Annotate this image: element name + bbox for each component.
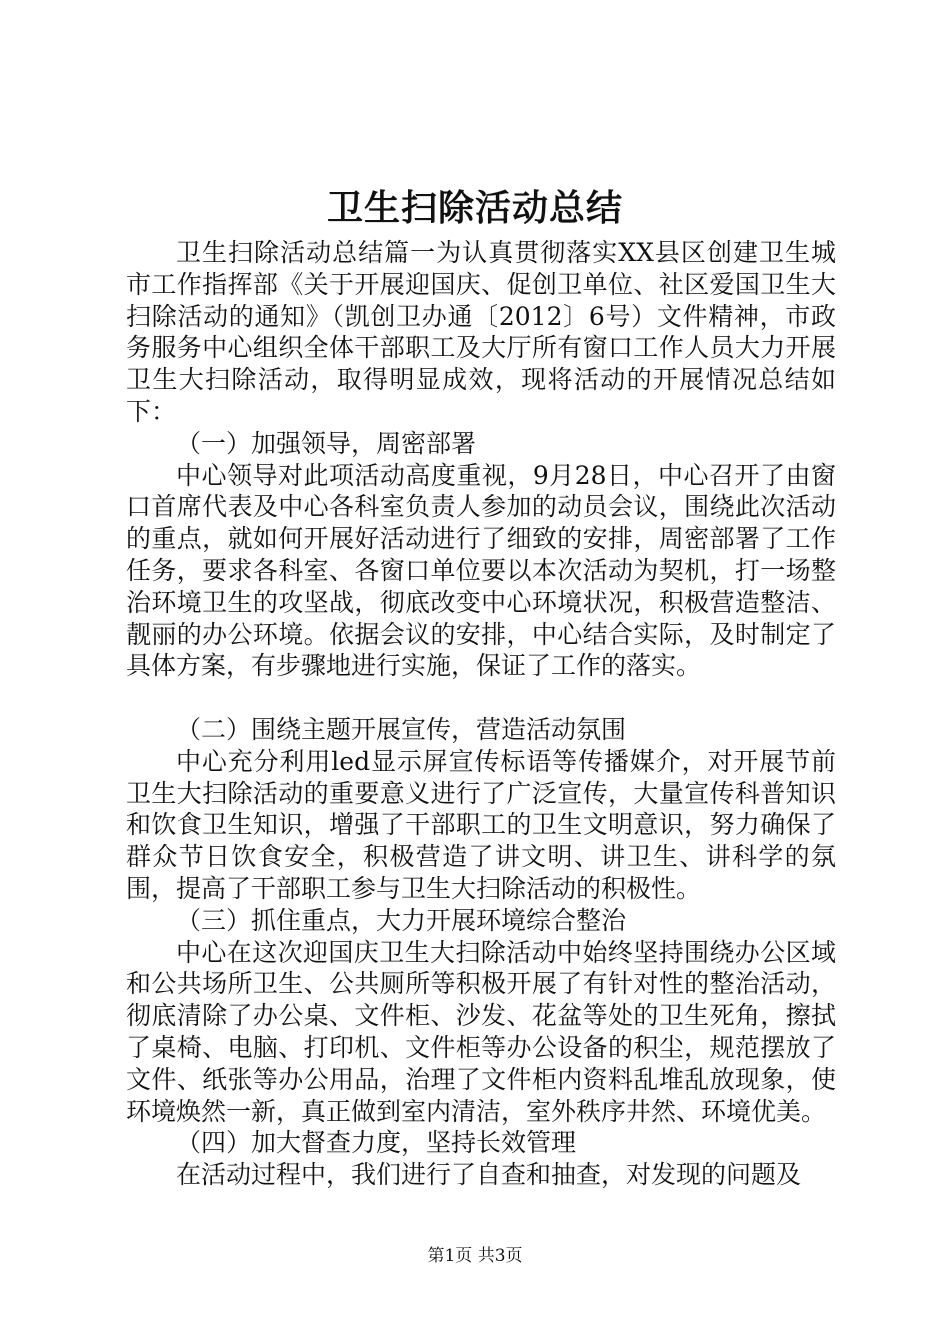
section-paragraph-4: 在活动过程中，我们进行了自查和抽查，对发现的问题及 — [176, 1160, 802, 1190]
section-heading-2: （二）围绕主题开展宣传，营造活动氛围 — [176, 714, 627, 744]
section-heading-3: （三）抓住重点，大力开展环境综合整治 — [176, 905, 627, 935]
document-title: 卫生扫除活动总结 — [326, 187, 623, 229]
paragraph-spacer — [126, 682, 836, 714]
document-body — [126, 237, 836, 1191]
section-heading-4: （四）加大督查力度，坚持长效管理 — [176, 1128, 577, 1158]
page-number-footer: 第1页 共3页 — [427, 1246, 523, 1266]
section-paragraph-2: 中心充分利用led显示屏宣传标语等传播媒介，对开展节前卫生大扫除活动的重要意义进行了广泛宣传，大量宣传科普知识和饮食卫生知识，增强了干部职工的卫生文明意识，努力确保了群众节日饮食安全，积极营造了讲文明、讲卫生、讲科学的氛围，提高了干部职工参与卫生大扫除活动的积极性。 — [126, 746, 836, 903]
section-heading-1: （一）加强领导，周密部署 — [176, 428, 477, 458]
section-paragraph-1: 中心领导对此项活动高度重视，9月28日，中心召开了由窗口首席代表及中心各科室负责人参加的动员会议，围绕此次活动的重点，就如何开展好活动进行了细致的安排，周密部署了工作任务，要求各科室、各窗口单位要以本次活动为契机，打一场整治环境卫生的攻坚战，彻底改变中心环境状况，积极营造整洁、靓丽的办公环境。依据会议的安排，中心结合实际，及时制定了具体方案，有步骤地进行实施，保证了工作的落实。 — [126, 460, 836, 681]
intro-paragraph: 卫生扫除活动总结篇一为认真贯彻落实XX县区创建卫生城市工作指挥部《关于开展迎国庆、促创卫单位、社区爱国卫生大扫除活动的通知》（凯创卫办通〔2012〕6号）文件精神，市政务服务中心组织全体干部职工及大厅所有窗口工作人员大力开展卫生大扫除活动，取得明显成效，现将活动的开展情况总结如下： — [126, 238, 836, 426]
section-paragraph-3: 中心在这次迎国庆卫生大扫除活动中始终坚持围绕办公区域和公共场所卫生、公共厕所等积极开展了有针对性的整治活动，彻底清除了办公桌、文件柜、沙发、花盆等处的卫生死角，擦拭了桌椅、电脑、打印机、文件柜等办公设备的积尘，规范摆放了文件、纸张等办公用品，治理了文件柜内资料乱堆乱放现象，使环境焕然一新，真正做到室内清洁，室外秩序井然、环境优美。 — [126, 937, 836, 1126]
